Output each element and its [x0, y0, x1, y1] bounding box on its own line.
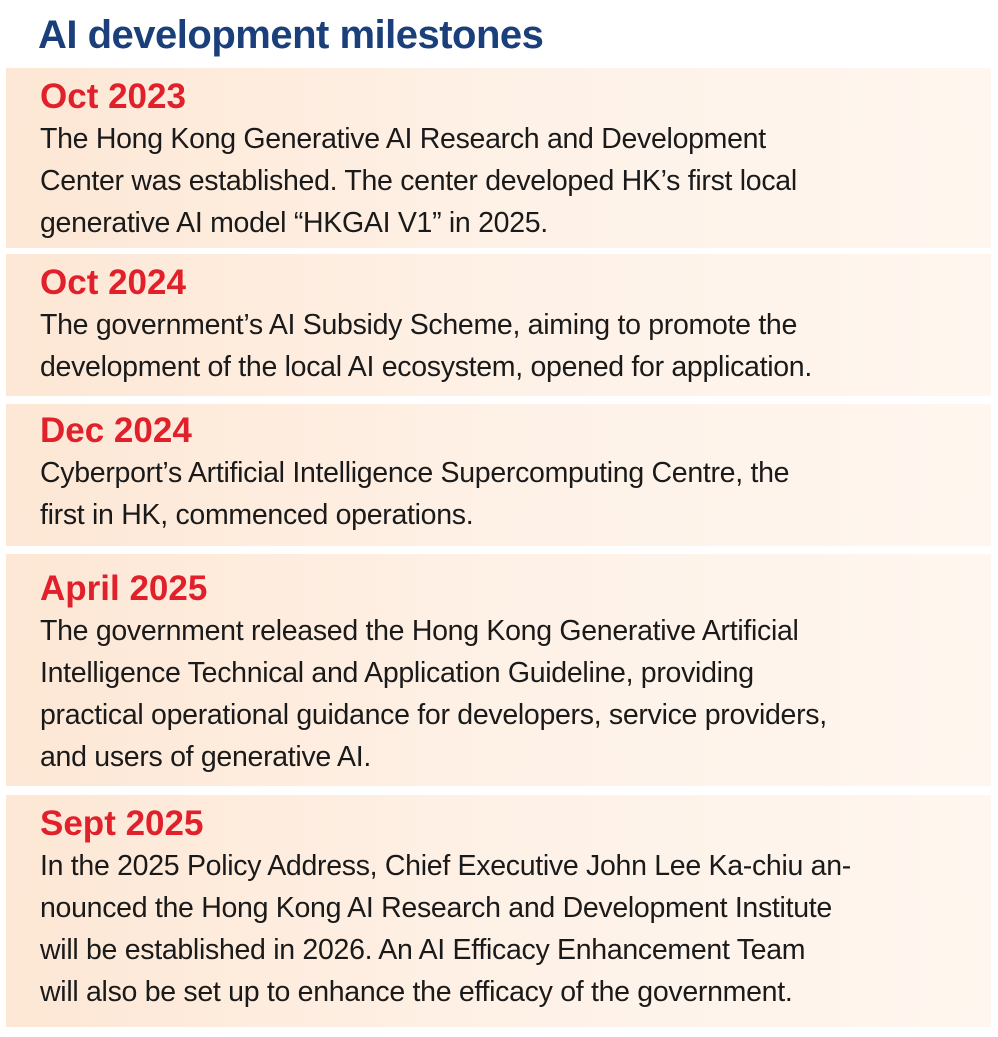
milestone-description [40, 845, 981, 1013]
description-line: The government released the Hong Kong Generative Artificial [40, 615, 799, 647]
description-line: In the 2025 Policy Address, Chief Executive John Lee Ka-chiu an- [40, 850, 851, 882]
milestone-april-2025 [6, 554, 991, 786]
milestone-date: Oct 2024 [40, 263, 186, 302]
milestone-description [40, 304, 981, 388]
description-line: Center was established. The center developed HK’s first local [40, 165, 797, 197]
description-line: practical operational guidance for developers, service providers, [40, 699, 827, 731]
milestone-date: Sept 2025 [40, 804, 204, 843]
description-line: The government’s AI Subsidy Scheme, aiming to promote the [40, 309, 798, 341]
milestone-description [40, 452, 981, 536]
milestone-description [40, 610, 981, 778]
milestone-description [40, 118, 981, 244]
description-line: nounced the Hong Kong AI Research and Development Institute [40, 892, 832, 924]
milestone-date: Oct 2023 [40, 77, 186, 116]
page-title: AI development milestones [38, 13, 544, 57]
description-line: Cyberport’s Artificial Intelligence Supercomputing Centre, the [40, 457, 790, 489]
description-line: and users of generative AI. [40, 741, 371, 773]
milestone-date: Dec 2024 [40, 411, 192, 450]
description-line: generative AI model “HKGAI V1” in 2025. [40, 207, 548, 239]
description-line: will also be set up to enhance the efficacy of the government. [40, 976, 793, 1008]
description-line: Intelligence Technical and Application Guideline, providing [40, 657, 754, 689]
milestone-oct-2024 [6, 254, 991, 396]
milestone-dec-2024 [6, 404, 991, 546]
milestone-date: April 2025 [40, 569, 208, 608]
milestone-oct-2023 [6, 68, 991, 248]
description-line: will be established in 2026. An AI Efficacy Enhancement Team [40, 934, 806, 966]
description-line: first in HK, commenced operations. [40, 499, 474, 531]
description-line: development of the local AI ecosystem, opened for application. [40, 351, 812, 383]
description-line: The Hong Kong Generative AI Research and Development [40, 123, 766, 155]
milestone-sept-2025 [6, 795, 991, 1027]
